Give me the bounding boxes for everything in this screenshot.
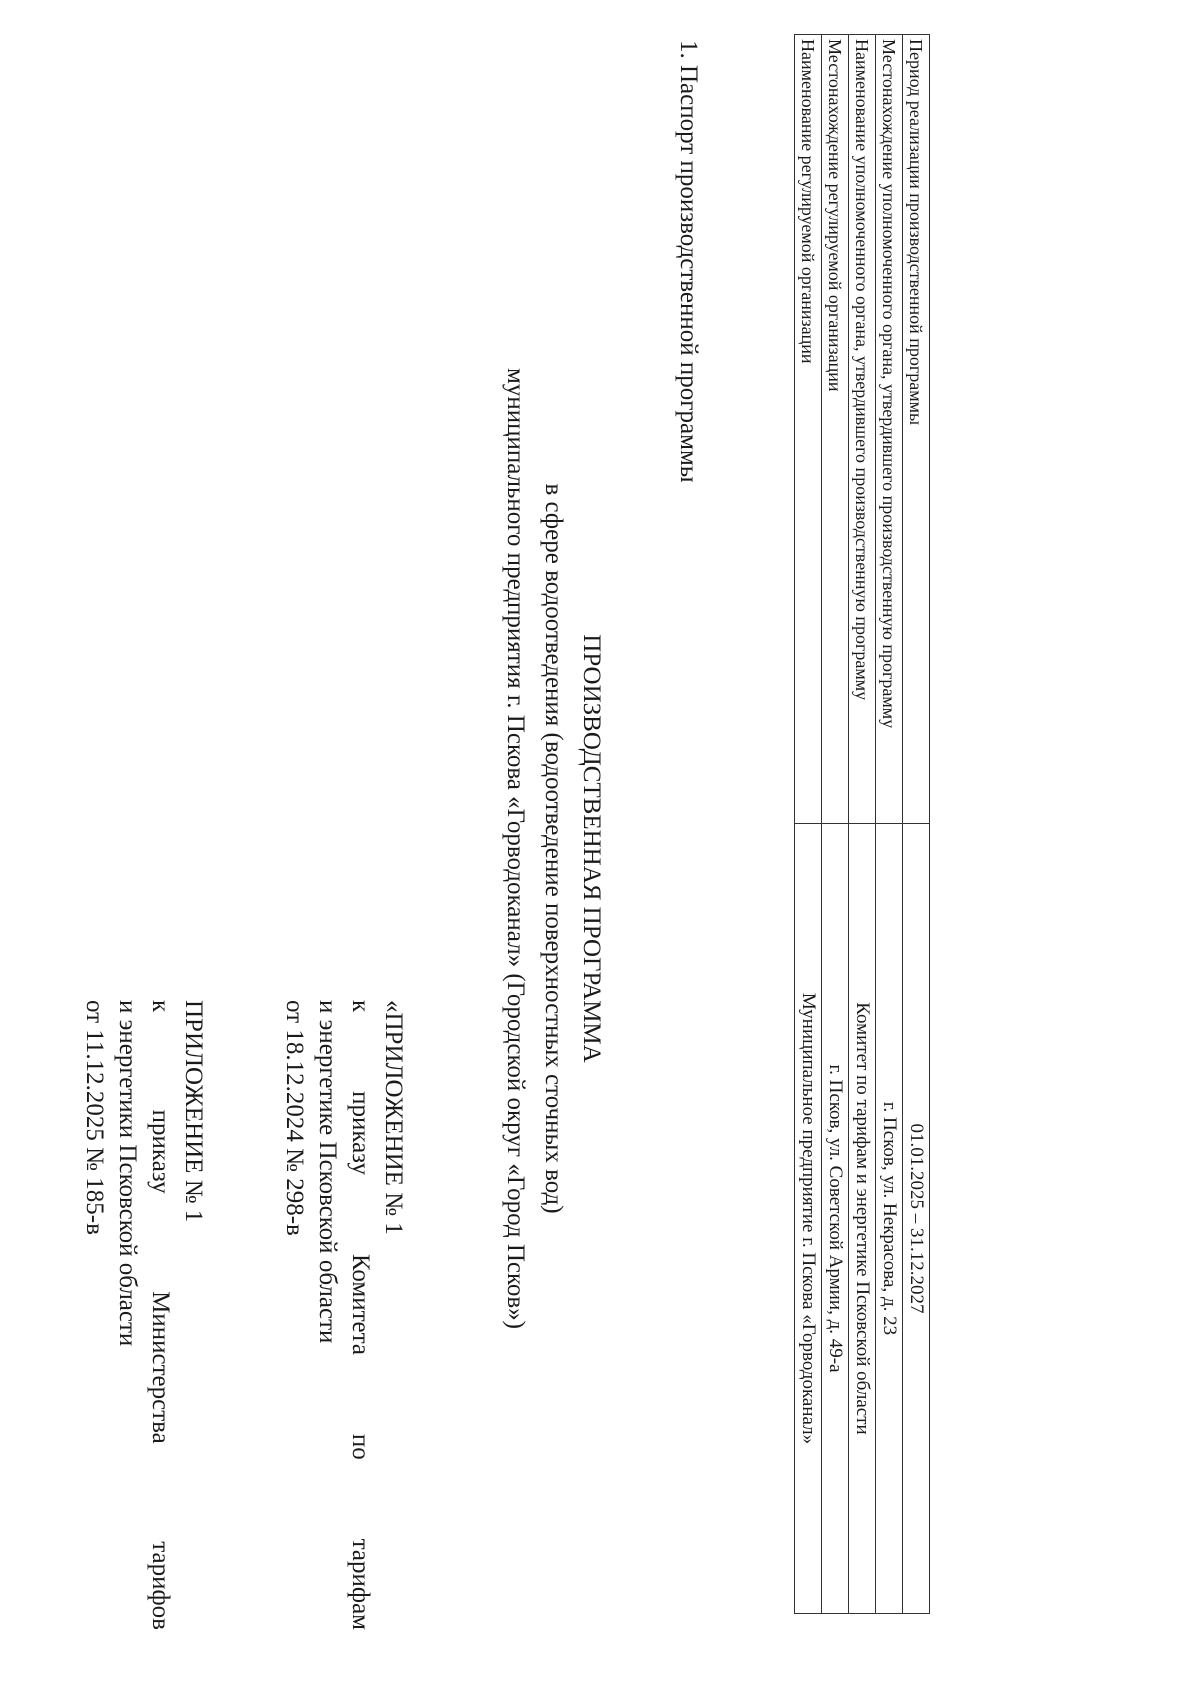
document-subtitle-scope: в сфере водоотведения (водоотведение поверхностных сточных вод) — [540, 483, 567, 1214]
appendix-2-title: «ПРИЛОЖЕНИЕ № 1 — [380, 1000, 407, 1235]
appendix-2-word: по — [347, 1433, 374, 1460]
passport-value: 01.01.2025 – 31.12.2027 — [903, 824, 930, 1614]
table-row — [849, 35, 876, 1614]
table-row — [876, 35, 903, 1614]
appendix-2-word: приказу — [347, 1091, 374, 1176]
appendix-1-word: Министерства — [147, 1291, 174, 1444]
appendix-1-word: к — [147, 1000, 174, 1013]
table-row — [795, 35, 822, 1614]
appendix-1-word: тарифов — [147, 1541, 174, 1630]
passport-label: Период реализации производственной программы — [903, 35, 930, 824]
document-subtitle-organization: муниципального предприятия г. Пскова «Горводоканал» (Городской округ «Город Псков») — [502, 368, 529, 1329]
passport-label: Местонахождение регулируемой организации — [822, 35, 849, 824]
appendix-2-authority: и энергетике Псковской области — [314, 1000, 341, 1344]
appendix-1-block — [78, 1000, 210, 1630]
appendix-2-word: Комитета — [347, 1253, 374, 1355]
passport-label: Наименование уполномоченного органа, утвердившего производственную программу — [849, 35, 876, 824]
passport-value: Комитет по тарифам и энергетике Псковской области — [849, 824, 876, 1614]
document-title: ПРОИЗВОДСТВЕННАЯ ПРОГРАММА — [578, 634, 605, 1063]
appendix-1-authority: и энергетики Псковской области — [114, 1000, 141, 1347]
appendix-2-date: от 18.12.2024 № 298-в — [281, 1000, 308, 1236]
passport-label: Местонахождение уполномоченного органа, утвердившего производственную программу — [876, 35, 903, 824]
passport-heading: 1. Паспорт производственной программы — [675, 40, 702, 483]
appendix-2-word: тарифам — [347, 1538, 374, 1630]
appendix-2-word: к — [347, 1000, 374, 1013]
appendix-2-order-line — [344, 1000, 377, 1630]
appendix-1-date: от 11.12.2025 № 185-в — [81, 1000, 108, 1235]
appendix-2-block — [278, 1000, 410, 1630]
appendix-1-word: приказу — [147, 1109, 174, 1194]
passport-table — [794, 34, 930, 1614]
passport-value: г. Псков, ул. Некрасова, д. 23 — [876, 824, 903, 1614]
passport-value: Муниципальное предприятие г. Пскова «Горводоканал» — [795, 824, 822, 1614]
table-row — [903, 35, 930, 1614]
passport-value: г. Псков, ул. Советской Армии, д. 49-а — [822, 824, 849, 1614]
appendix-1-order-line — [144, 1000, 177, 1630]
table-row — [822, 35, 849, 1614]
passport-label: Наименование регулируемой организации — [795, 35, 822, 824]
appendix-1-title: ПРИЛОЖЕНИЕ № 1 — [180, 1000, 207, 1223]
